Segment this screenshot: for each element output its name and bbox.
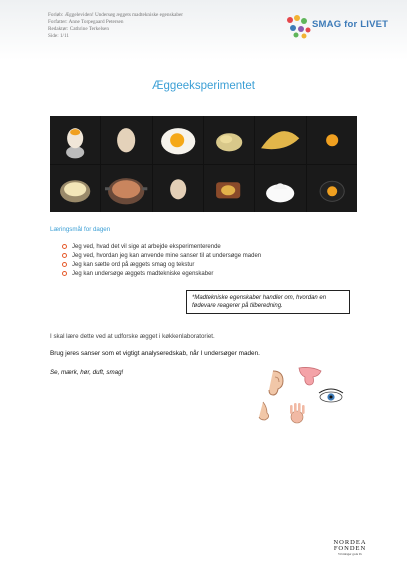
photo-fried-egg <box>153 116 203 164</box>
nordea-fonden-logo <box>328 540 372 556</box>
senses-illustration <box>255 365 355 430</box>
egg-photo-grid <box>50 116 357 212</box>
list-item <box>62 260 261 269</box>
hand-icon <box>290 403 305 423</box>
photo-scrambled-egg <box>204 116 254 164</box>
photo-egg-in-pot <box>101 165 151 213</box>
instruction-paragraph: Brug jeres sanser som et vigtigt analyseredskab, når I undersøger maden. <box>50 350 260 357</box>
goal-text: Jeg ved, hvad det vil sige at arbejde eksperimenterende <box>72 243 221 250</box>
meta-line-course: Forløb: Æggeleviden! Undersøg æggets madtekniske egenskaber <box>48 12 183 18</box>
photo-cracked-egg <box>307 165 357 213</box>
meta-line-page: Side: 1/11 <box>48 33 69 39</box>
senses-paragraph: Se, mærk, hør, duft, smag! <box>50 369 124 376</box>
definition-note-box: *Madtekniske egenskaber handler om, hvordan en fødevare reagerer på tilberedning. <box>186 290 350 314</box>
goal-text: Jeg kan undersøge æggets madtekniske egenskaber <box>72 270 214 277</box>
photo-meringue <box>255 165 305 213</box>
learning-goals-heading: Læringsmål for dagen <box>50 226 111 233</box>
document-meta <box>48 12 183 40</box>
photo-whole-egg <box>153 165 203 213</box>
logo-text: SMAG for LIVET <box>312 19 389 30</box>
page-title: Æggeeksperimentet <box>152 80 255 92</box>
nose-icon <box>259 402 269 420</box>
circle-bullet-icon <box>62 253 67 258</box>
nordea-fonden-tagline: Vi bidrager gode liv <box>337 552 363 556</box>
circle-bullet-icon <box>62 271 67 276</box>
nordea-fonden-brand: NORDEA FONDEN <box>333 539 367 552</box>
logo-figures-icon <box>287 15 311 39</box>
tongue-icon <box>299 367 321 385</box>
circle-bullet-icon <box>62 262 67 267</box>
goal-text: Jeg ved, hvordan jeg kan anvende mine sanser til at undersøge maden <box>72 252 262 259</box>
eye-icon <box>319 389 343 402</box>
photo-egg-yolk <box>307 116 357 164</box>
meta-line-editor: Redaktør: Cathrine Terkelsen <box>48 26 109 32</box>
photo-omelette <box>255 116 305 164</box>
circle-bullet-icon <box>62 244 67 249</box>
photo-soft-boiled-egg <box>50 116 100 164</box>
intro-paragraph: I skal lære dette ved at udforske ægget i køkkenlaboratoriet. <box>50 333 215 340</box>
meta-line-author: Forfatter: Anne Torpegaard Petersen <box>48 19 124 25</box>
page-header <box>0 0 407 60</box>
list-item <box>62 242 261 251</box>
list-item <box>62 269 261 278</box>
ear-icon <box>269 371 283 395</box>
photo-raw-egg <box>101 116 151 164</box>
goal-text: Jeg kan sætte ord på æggets smag og tekstur <box>72 261 195 268</box>
learning-goals-list <box>62 242 261 278</box>
photo-egg-dish <box>204 165 254 213</box>
list-item <box>62 251 261 260</box>
photo-egg-custard <box>50 165 100 213</box>
